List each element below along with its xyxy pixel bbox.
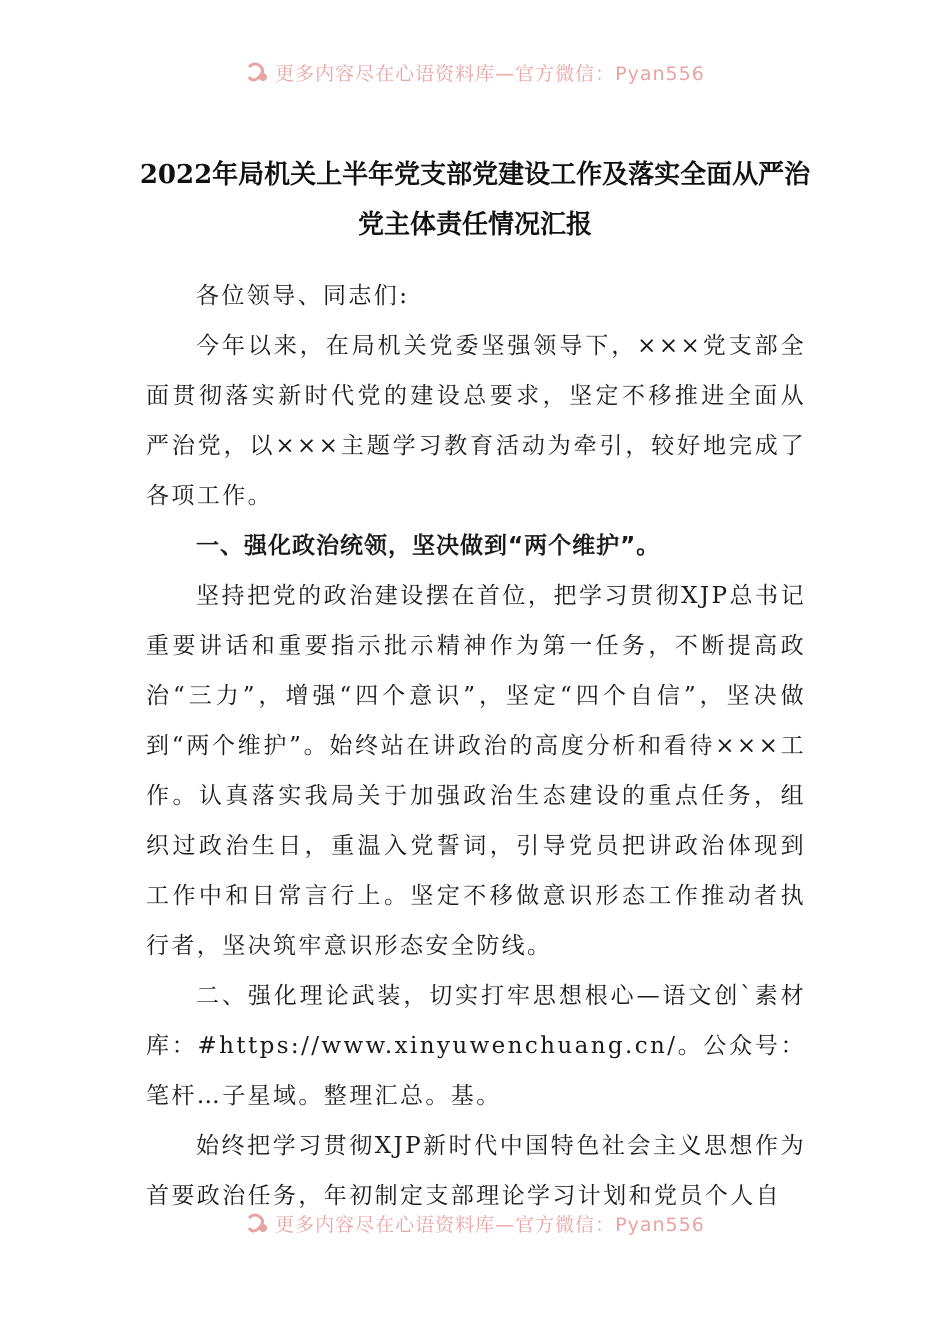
paragraph-section-2: 始终把学习贯彻XJP新时代中国特色社会主义思想作为首要政治任务，年初制定支部理论学习计划和党员个人自 bbox=[146, 1133, 806, 1209]
title-line-1: 2022年局机关上半年党支部党建设工作及落实全面从严治 bbox=[139, 160, 811, 190]
title-line-2: 党主体责任情况汇报 bbox=[357, 210, 592, 240]
watermark-logo-icon bbox=[245, 59, 271, 85]
watermark-text: 更多内容尽在心语资料库—官方微信：Pyan556 bbox=[275, 1213, 705, 1236]
document-title bbox=[130, 150, 820, 250]
watermark-bottom bbox=[0, 1203, 950, 1243]
paragraph-section-1: 坚持把党的政治建设摆在首位，把学习贯彻XJP总书记重要讲话和重要指示批示精神作为第一任务，不断提高政治“三力”，增强“四个意识”，坚定“四个自信”，坚决做到“两个维护”。始终站在讲政治的高度分析和看待×××工作。认真落实我局关于加强政治生态建设的重点任务，组织过政治生日，重温入党誓词，引导党员把讲政治体现到工作中和日常言行上。坚定不移做意识形态工作推动者执行者，坚决筑牢意识形态安全防线。 bbox=[146, 583, 806, 959]
section-heading-1: 一、强化政治统领，坚决做到“两个维护”。 bbox=[196, 533, 661, 559]
watermark-top bbox=[0, 52, 950, 92]
salutation: 各位领导、同志们: bbox=[196, 283, 410, 309]
document-body bbox=[146, 271, 806, 1221]
section-heading-2: 二、强化理论武装，切实打牢思想根心—语文创`素材库：#https://www.xinyuwenchuang.cn/。公众号：笔杆…子星域。整理汇总。基。 bbox=[146, 983, 806, 1109]
watermark-text: 更多内容尽在心语资料库—官方微信：Pyan556 bbox=[275, 62, 705, 85]
watermark-logo-icon bbox=[245, 1210, 271, 1236]
paragraph-intro: 今年以来，在局机关党委坚强领导下，×××党支部全面贯彻落实新时代党的建设总要求，坚定不移推进全面从严治党，以×××主题学习教育活动为牵引，较好地完成了各项工作。 bbox=[146, 333, 806, 509]
